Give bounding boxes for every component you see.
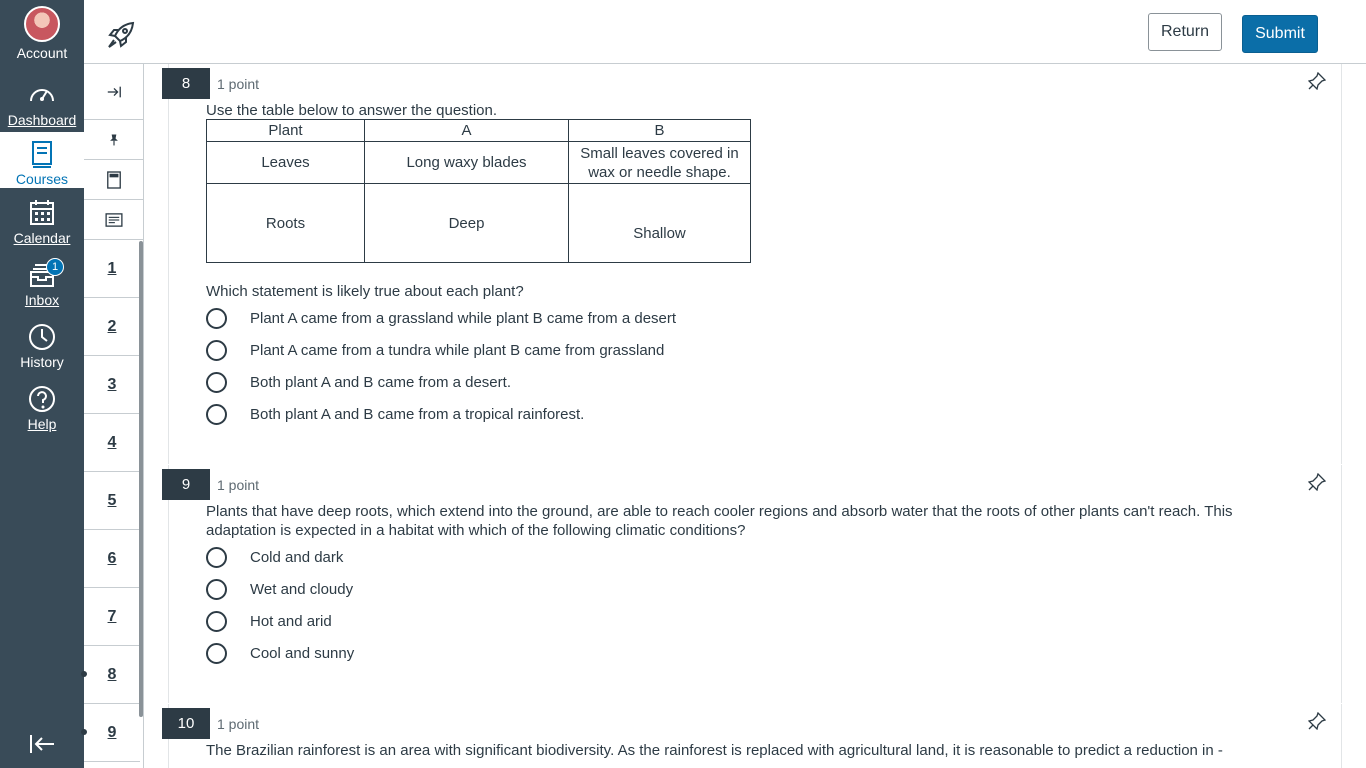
radio-button[interactable]	[206, 404, 227, 425]
table-cell: Leaves	[207, 142, 365, 184]
answer-label: Cold and dark	[250, 549, 344, 566]
dashboard-icon	[27, 80, 57, 110]
nav-account-label: Account	[16, 45, 68, 61]
nav-courses-label: Courses	[15, 171, 69, 187]
question-number: 10	[162, 708, 210, 739]
pin-question-icon[interactable]	[1308, 473, 1326, 491]
calculator-icon	[106, 171, 122, 189]
answer-label: Cool and sunny	[250, 645, 355, 662]
submit-button[interactable]: Submit	[1242, 15, 1318, 53]
nav-calendar-label: Calendar	[13, 230, 71, 246]
nav-inbox[interactable]	[0, 260, 84, 308]
question-9	[168, 465, 1342, 703]
question-nav-item[interactable]: 9	[84, 704, 140, 762]
question-nav-item[interactable]: 4	[84, 414, 140, 472]
notes-icon	[105, 213, 123, 227]
table-cell: Deep	[365, 184, 569, 263]
radio-button[interactable]	[206, 308, 227, 329]
radio-button[interactable]	[206, 372, 227, 393]
question-points: 1 point	[217, 76, 260, 92]
table-cell: Long waxy blades	[365, 142, 569, 184]
question-prompt: Plants that have deep roots, which extend into the ground, are able to reach cooler regions and absorb water that the roots of other plants can't reach. This adaptation is expected in a habitat with which of the following climatic conditions?	[206, 503, 1233, 539]
question-points: 1 point	[217, 716, 260, 732]
courses-icon	[27, 139, 57, 169]
answer-option[interactable]	[206, 547, 343, 568]
current-question-indicator	[81, 729, 87, 735]
expand-icon	[106, 84, 122, 100]
question-prompt: Which statement is likely true about each plant?	[206, 283, 524, 300]
return-button[interactable]: Return	[1148, 13, 1222, 51]
answer-option[interactable]	[206, 643, 354, 664]
answer-label: Plant A came from a tundra while plant B came from grassland	[250, 342, 665, 359]
question-prompt: The Brazilian rainforest is an area with significant biodiversity. As the rainforest is replaced with agricultural land, it is reasonable to predict a reduction in -	[206, 742, 1223, 759]
pin-question-icon[interactable]	[1308, 712, 1326, 730]
answer-option[interactable]	[206, 611, 332, 632]
question-nav-item[interactable]: 8	[84, 646, 140, 704]
pin-icon	[107, 133, 121, 147]
global-nav	[0, 0, 84, 768]
question-nav-item[interactable]: 5	[84, 472, 140, 530]
question-number: 8	[162, 68, 210, 99]
avatar	[24, 6, 60, 42]
answer-label: Hot and arid	[250, 613, 332, 630]
table-header-cell: B	[569, 120, 751, 142]
table-cell: Shallow	[569, 184, 751, 263]
inbox-badge: 1	[46, 258, 64, 276]
question-intro: Use the table below to answer the question.	[206, 102, 498, 119]
radio-button[interactable]	[206, 611, 227, 632]
answer-label: Plant A came from a grassland while plant B came from a desert	[250, 310, 677, 327]
nav-account[interactable]	[0, 6, 84, 61]
answer-option[interactable]	[206, 372, 511, 393]
current-question-indicator	[81, 671, 87, 677]
question-nav	[84, 64, 144, 768]
nav-help-label: Help	[27, 416, 57, 432]
rocket-icon	[106, 20, 136, 50]
radio-button[interactable]	[206, 340, 227, 361]
nav-history[interactable]	[0, 322, 84, 370]
history-icon	[27, 322, 57, 352]
question-points: 1 point	[217, 477, 260, 493]
nav-calendar[interactable]	[0, 198, 84, 246]
nav-dashboard-label: Dashboard	[7, 112, 77, 128]
nav-help[interactable]	[0, 384, 84, 432]
pinned-questions-button[interactable]	[84, 120, 143, 160]
answer-option[interactable]	[206, 579, 353, 600]
quiz-content	[144, 64, 1366, 768]
question-nav-item[interactable]: 3	[84, 356, 140, 414]
question-10	[168, 704, 1342, 768]
plants-table	[206, 119, 751, 263]
nav-history-label: History	[20, 354, 64, 370]
nav-courses[interactable]	[0, 132, 84, 188]
pin-question-icon[interactable]	[1308, 72, 1326, 90]
nav-inbox-label: Inbox	[24, 292, 60, 308]
question-nav-scrollbar[interactable]	[139, 241, 143, 717]
answer-option[interactable]	[206, 340, 664, 361]
question-nav-item[interactable]: 6	[84, 530, 140, 588]
question-nav-item[interactable]: 7	[84, 588, 140, 646]
radio-button[interactable]	[206, 643, 227, 664]
answer-option[interactable]	[206, 404, 584, 425]
question-nav-item[interactable]: 2	[84, 298, 140, 356]
top-bar	[84, 0, 1366, 64]
answer-label: Both plant A and B came from a tropical rainforest.	[250, 406, 585, 423]
table-header-cell: Plant	[207, 120, 365, 142]
radio-button[interactable]	[206, 547, 227, 568]
radio-button[interactable]	[206, 579, 227, 600]
expand-nav-button[interactable]	[84, 64, 143, 120]
nav-dashboard[interactable]	[0, 80, 84, 128]
table-cell: Roots	[207, 184, 365, 263]
question-number: 9	[162, 469, 210, 500]
answer-option[interactable]	[206, 308, 676, 329]
collapse-nav-icon[interactable]	[28, 730, 56, 758]
question-nav-item[interactable]: 1	[84, 240, 140, 298]
help-icon	[27, 384, 57, 414]
calendar-icon	[27, 198, 57, 228]
answer-label: Wet and cloudy	[250, 581, 354, 598]
notes-button[interactable]	[84, 200, 143, 240]
question-8	[168, 64, 1342, 464]
table-header-cell: A	[365, 120, 569, 142]
answer-label: Both plant A and B came from a desert.	[250, 374, 511, 391]
calculator-button[interactable]	[84, 160, 143, 200]
table-cell: Small leaves covered in wax or needle shape.	[569, 142, 751, 184]
